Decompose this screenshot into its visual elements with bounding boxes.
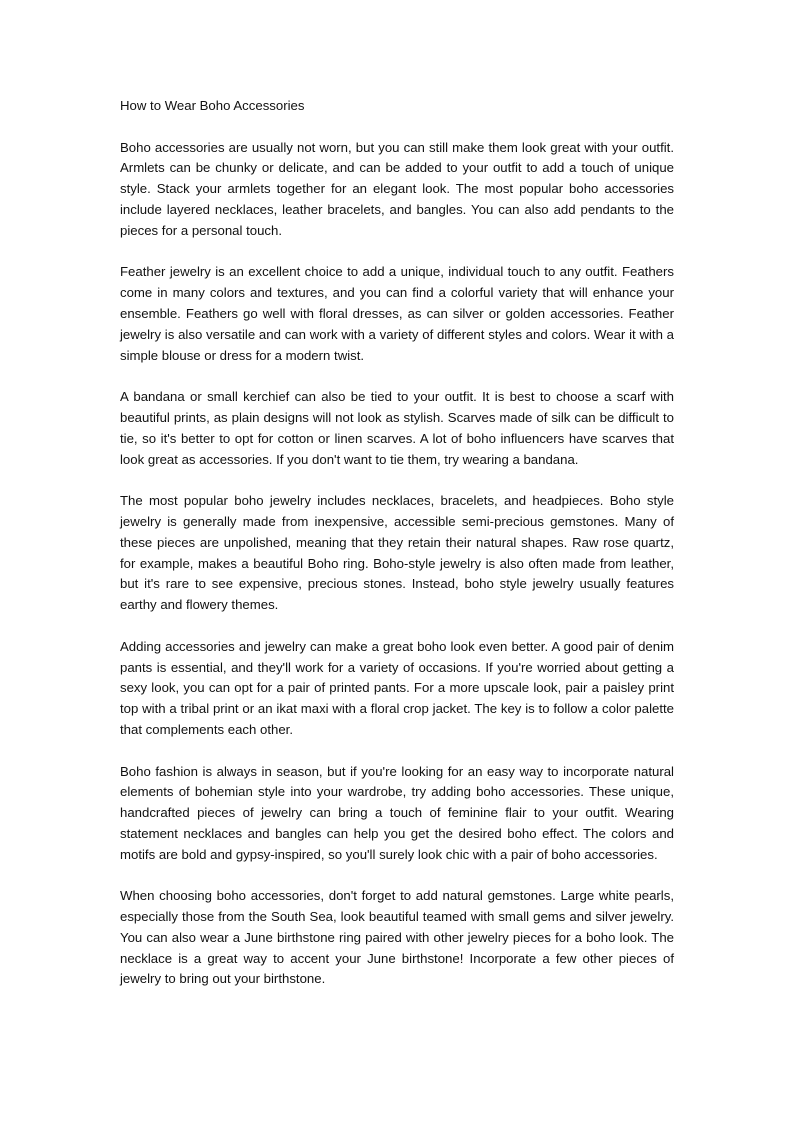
- paragraph-feather-jewelry: Feather jewelry is an excellent choice to add a unique, individual touch to any outfit. Feathers come in many colors and textures, and you can find a colorful variety that will enhance your ensemble. Feathers go well with floral dresses, as can silver or golden accessories. Feather jewelry is also versatile and can work with a variety of different styles and colors. Wear it with a simple blouse or dress for a modern twist.: [120, 264, 674, 363]
- paragraph-popular-jewelry: The most popular boho jewelry includes necklaces, bracelets, and headpieces. Boho style jewelry is generally made from inexpensive, accessible semi-precious gemstones. Many of these pieces are unpolished, meaning that they retain their natural shapes. Raw rose quartz, for example, makes a beautiful Boho ring. Boho-style jewelry is also often made from leather, but it's rare to see expensive, precious stones. Instead, boho style jewelry usually features earthy and flowery themes.: [120, 493, 674, 613]
- paragraph-armlets: Boho accessories are usually not worn, but you can still make them look great with your outfit. Armlets can be chunky or delicate, and can be added to your outfit to add a touch of unique style. Stack your armlets together for an elegant look. The most popular boho accessories include layered necklaces, leather bracelets, and bangles. You can also add pendants to the pieces for a personal touch.: [120, 139, 674, 238]
- paragraph-boho-fashion: Boho fashion is always in season, but if you're looking for an easy way to incorporate natural elements of bohemian style into your wardrobe, try adding boho accessories. These unique, handcrafted pieces of jewelry can bring a touch of feminine flair to your outfit. Wearing statement necklaces and bangles can help you get the desired boho effect. The colors and motifs are bold and gypsy-inspired, so you'll surely look chic with a pair of boho accessories.: [120, 763, 674, 862]
- document-title: How to Wear Boho Accessories: [120, 98, 305, 113]
- paragraph-denim-pants: Adding accessories and jewelry can make a great boho look even better. A good pair of denim pants is essential, and they'll work for a variety of occasions. If you're worried about getting a sexy look, you can opt for a pair of printed pants. For a more upscale look, pair a paisley print top with a tribal print or an ikat maxi with a floral crop jacket. The key is to follow a color palette that complements each other.: [120, 638, 674, 737]
- document-page: [120, 96, 674, 1011]
- paragraph-gemstones: When choosing boho accessories, don't forget to add natural gemstones. Large white pearls, especially those from the South Sea, look beautiful teamed with small gems and silver jewelry. You can also wear a June birthstone ring paired with other jewelry pieces for a boho look. The necklace is a great way to accent your June birthstone! Incorporate a few other pieces of jewelry to bring out your birthstone.: [120, 888, 674, 987]
- paragraph-bandana: A bandana or small kerchief can also be tied to your outfit. It is best to choose a scarf with beautiful prints, as plain designs will not look as stylish. Scarves made of silk can be difficult to tie, so it's better to opt for cotton or linen scarves. A lot of boho influencers have scarves that look great as accessories. If you don't want to tie them, try wearing a bandana.: [120, 389, 674, 467]
